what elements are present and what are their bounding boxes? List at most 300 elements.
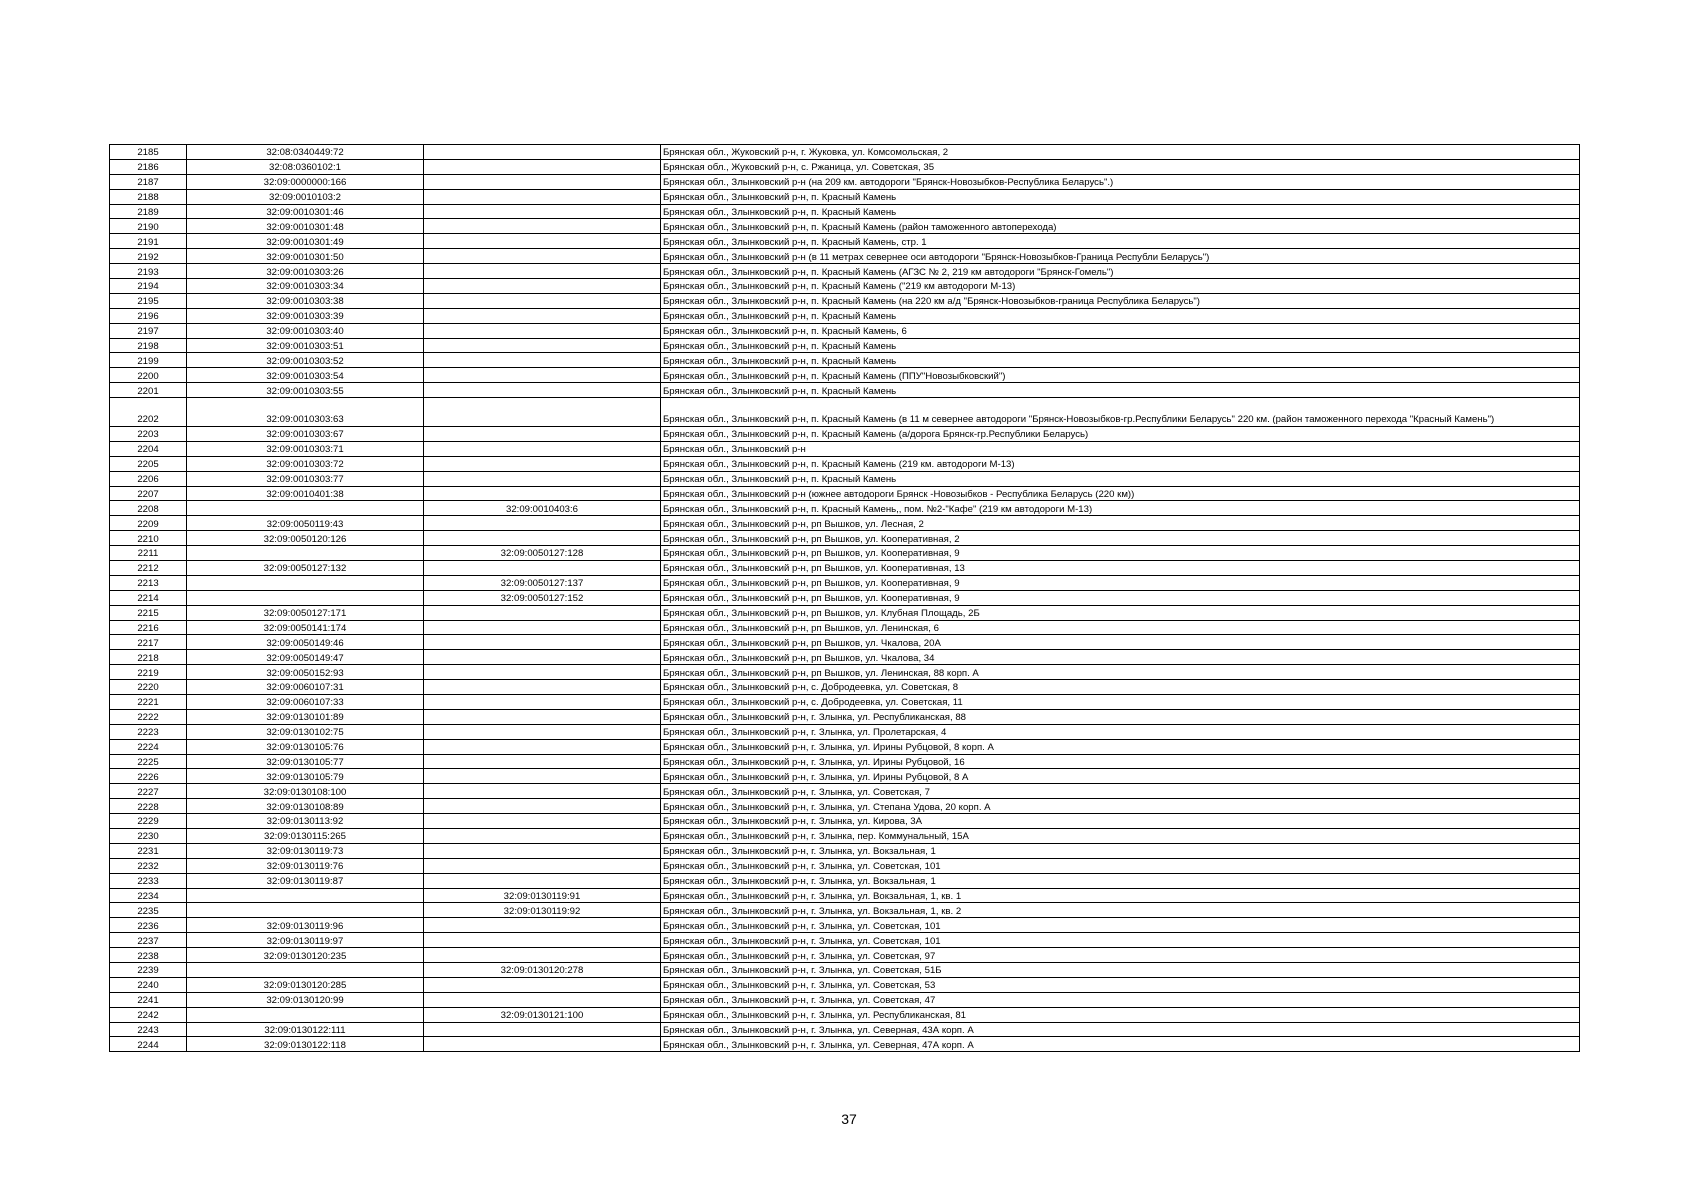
row-number-cell: 2222 [110, 709, 187, 724]
address-cell: Брянская обл., Злынковский р-н, п. Красный Камень (в 11 м севернее автодороги "Брянск-Новозыбков-гр.Республики Беларусь" 220 км. (район таможенного перехода "Красный Камень") [661, 398, 1580, 427]
cadastral-number-cell: 32:09:0010301:49 [187, 234, 424, 249]
premises-cadastral-number-cell [424, 977, 661, 992]
table-row [110, 383, 1580, 398]
address-cell: Брянская обл., Злынковский р-н, г. Злынка, ул. Советская, 97 [661, 948, 1580, 963]
premises-cadastral-number-cell [424, 620, 661, 635]
table-row [110, 754, 1580, 769]
address-cell: Брянская обл., Злынковский р-н, г. Злынка, ул. Ирины Рубцовой, 16 [661, 754, 1580, 769]
cadastral-number-cell: 32:09:0130122:118 [187, 1037, 424, 1052]
table-row [110, 1037, 1580, 1052]
address-cell: Брянская обл., Злынковский р-н, п. Красный Камень (219 км. автодороги М-13) [661, 456, 1580, 471]
table-row [110, 323, 1580, 338]
address-cell: Брянская обл., Злынковский р-н, п. Красный Камень [661, 338, 1580, 353]
address-cell: Брянская обл., Злынковский р-н (южнее автодороги Брянск -Новозыбков - Республика Беларусь (220 км)) [661, 486, 1580, 501]
premises-cadastral-number-cell [424, 933, 661, 948]
row-number-cell: 2218 [110, 650, 187, 665]
table-row [110, 575, 1580, 590]
table-row [110, 471, 1580, 486]
address-cell: Брянская обл., Злынковский р-н, п. Красный Камень, 6 [661, 323, 1580, 338]
premises-cadastral-number-cell: 32:09:0010403:6 [424, 501, 661, 516]
cadastral-number-cell: 32:09:0010303:72 [187, 456, 424, 471]
premises-cadastral-number-cell [424, 784, 661, 799]
cadastral-number-cell: 32:09:0050141:174 [187, 620, 424, 635]
row-number-cell: 2200 [110, 368, 187, 383]
cadastral-number-cell: 32:09:0130119:87 [187, 873, 424, 888]
address-cell: Брянская обл., Злынковский р-н, г. Злынка, ул. Степана Удова, 20 корп. А [661, 799, 1580, 814]
address-cell: Брянская обл., Злынковский р-н, п. Красный Камень (а/дорога Брянск-гр.Республики Беларусь) [661, 426, 1580, 441]
cadastral-number-cell: 32:08:0340449:72 [187, 145, 424, 160]
address-cell: Брянская обл., Злынковский р-н, рп Вышков, ул. Кооперативная, 9 [661, 546, 1580, 561]
premises-cadastral-number-cell [424, 531, 661, 546]
address-cell: Брянская обл., Злынковский р-н, с. Добродеевка, ул. Советская, 11 [661, 694, 1580, 709]
table-row [110, 159, 1580, 174]
cadastral-number-cell: 32:09:0130105:76 [187, 739, 424, 754]
row-number-cell: 2240 [110, 977, 187, 992]
premises-cadastral-number-cell [424, 486, 661, 501]
cadastral-number-cell: 32:09:0010303:39 [187, 308, 424, 323]
table-row [110, 858, 1580, 873]
address-cell: Брянская обл., Злынковский р-н, г. Злынка, ул. Вокзальная, 1, кв. 2 [661, 903, 1580, 918]
address-cell: Брянская обл., Злынковский р-н, п. Красный Камень (район таможенного автоперехода) [661, 219, 1580, 234]
premises-cadastral-number-cell [424, 293, 661, 308]
page-number: 37 [841, 1111, 857, 1127]
table-row [110, 590, 1580, 605]
row-number-cell: 2199 [110, 353, 187, 368]
address-cell: Брянская обл., Злынковский р-н, г. Злынка, ул. Вокзальная, 1 [661, 843, 1580, 858]
address-cell: Брянская обл., Злынковский р-н (на 209 км. автодороги "Брянск-Новозыбков-Республика Беларусь".) [661, 174, 1580, 189]
row-number-cell: 2204 [110, 441, 187, 456]
table-row [110, 620, 1580, 635]
premises-cadastral-number-cell [424, 694, 661, 709]
cadastral-number-cell: 32:09:0050127:171 [187, 605, 424, 620]
premises-cadastral-number-cell [424, 680, 661, 695]
address-cell: Брянская обл., Злынковский р-н, рп Вышков, ул. Кооперативная, 9 [661, 575, 1580, 590]
cadastral-number-cell: 32:09:0010401:38 [187, 486, 424, 501]
cadastral-number-cell: 32:09:0010303:77 [187, 471, 424, 486]
address-cell: Брянская обл., Злынковский р-н, п. Красный Камень ("219 км автодороги М-13) [661, 279, 1580, 294]
cadastral-number-cell: 32:09:0050152:93 [187, 665, 424, 680]
premises-cadastral-number-cell [424, 769, 661, 784]
premises-cadastral-number-cell [424, 174, 661, 189]
address-cell: Брянская обл., Злынковский р-н, рп Вышков, ул. Клубная Площадь, 2Б [661, 605, 1580, 620]
address-cell: Брянская обл., Злынковский р-н, п. Красный Камень,, пом. №2-"Кафе" (219 км автодороги М-13) [661, 501, 1580, 516]
address-cell: Брянская обл., Злынковский р-н, г. Злынка, ул. Ирины Рубцовой, 8 А [661, 769, 1580, 784]
row-number-cell: 2235 [110, 903, 187, 918]
address-cell: Брянская обл., Злынковский р-н, п. Красный Камень [661, 471, 1580, 486]
table-row [110, 531, 1580, 546]
table-row [110, 650, 1580, 665]
cadastral-number-cell [187, 1007, 424, 1022]
row-number-cell: 2215 [110, 605, 187, 620]
table-row [110, 605, 1580, 620]
address-cell: Брянская обл., Злынковский р-н, г. Злынка, ул. Вокзальная, 1 [661, 873, 1580, 888]
address-cell: Брянская обл., Злынковский р-н, рп Вышков, ул. Кооперативная, 2 [661, 531, 1580, 546]
address-cell: Брянская обл., Злынковский р-н, рп Вышков, ул. Лесная, 2 [661, 516, 1580, 531]
row-number-cell: 2225 [110, 754, 187, 769]
row-number-cell: 2236 [110, 918, 187, 933]
address-cell: Брянская обл., Злынковский р-н, рп Вышков, ул. Ленинская, 88 корп. А [661, 665, 1580, 680]
address-cell: Брянская обл., Жуковский р-н, г. Жуковка, ул. Комсомольская, 2 [661, 145, 1580, 160]
row-number-cell: 2191 [110, 234, 187, 249]
cadastral-number-cell [187, 575, 424, 590]
premises-cadastral-number-cell [424, 992, 661, 1007]
table-row [110, 739, 1580, 754]
address-cell: Брянская обл., Злынковский р-н, г. Злынка, ул. Кирова, 3А [661, 814, 1580, 829]
row-number-cell: 2186 [110, 159, 187, 174]
row-number-cell: 2237 [110, 933, 187, 948]
row-number-cell: 2188 [110, 189, 187, 204]
table-row [110, 680, 1580, 695]
cadastral-number-cell: 32:09:0010103:2 [187, 189, 424, 204]
cadastral-number-cell: 32:09:0130119:76 [187, 858, 424, 873]
premises-cadastral-number-cell [424, 398, 661, 427]
premises-cadastral-number-cell [424, 219, 661, 234]
row-number-cell: 2206 [110, 471, 187, 486]
cadastral-number-cell: 32:09:0010303:67 [187, 426, 424, 441]
address-cell: Брянская обл., Злынковский р-н, г. Злынка, ул. Советская, 7 [661, 784, 1580, 799]
premises-cadastral-number-cell [424, 159, 661, 174]
address-cell: Брянская обл., Злынковский р-н, п. Красный Камень (на 220 км а/д "Брянск-Новозыбков-граница Республика Беларусь") [661, 293, 1580, 308]
address-cell: Брянская обл., Злынковский р-н, п. Красный Камень [661, 308, 1580, 323]
premises-cadastral-number-cell [424, 799, 661, 814]
cadastral-number-cell: 32:09:0010301:48 [187, 219, 424, 234]
row-number-cell: 2233 [110, 873, 187, 888]
table-row [110, 501, 1580, 516]
premises-cadastral-number-cell [424, 665, 661, 680]
premises-cadastral-number-cell [424, 323, 661, 338]
row-number-cell: 2210 [110, 531, 187, 546]
premises-cadastral-number-cell [424, 204, 661, 219]
table-row [110, 219, 1580, 234]
row-number-cell: 2220 [110, 680, 187, 695]
table-row [110, 174, 1580, 189]
row-number-cell: 2241 [110, 992, 187, 1007]
address-cell: Брянская обл., Злынковский р-н, г. Злынка, ул. Советская, 101 [661, 918, 1580, 933]
address-cell: Брянская обл., Жуковский р-н, с. Ржаница, ул. Советская, 35 [661, 159, 1580, 174]
row-number-cell: 2190 [110, 219, 187, 234]
cadastral-number-cell [187, 888, 424, 903]
cadastral-number-cell: 32:09:0010301:46 [187, 204, 424, 219]
premises-cadastral-number-cell [424, 383, 661, 398]
cadastral-number-cell: 32:09:0130105:77 [187, 754, 424, 769]
premises-cadastral-number-cell [424, 650, 661, 665]
premises-cadastral-number-cell [424, 918, 661, 933]
row-number-cell: 2185 [110, 145, 187, 160]
table-row [110, 918, 1580, 933]
cadastral-number-cell: 32:09:0010303:63 [187, 398, 424, 427]
table-row [110, 486, 1580, 501]
cadastral-number-cell: 32:09:0130113:92 [187, 814, 424, 829]
premises-cadastral-number-cell [424, 426, 661, 441]
table-row [110, 828, 1580, 843]
table-row [110, 635, 1580, 650]
premises-cadastral-number-cell [424, 605, 661, 620]
cadastral-number-cell: 32:09:0010303:52 [187, 353, 424, 368]
address-cell: Брянская обл., Злынковский р-н, г. Злынка, ул. Вокзальная, 1, кв. 1 [661, 888, 1580, 903]
cadastral-number-cell: 32:09:0010303:54 [187, 368, 424, 383]
premises-cadastral-number-cell [424, 635, 661, 650]
table-row [110, 769, 1580, 784]
table-row [110, 516, 1580, 531]
cadastral-number-cell: 32:09:0130120:285 [187, 977, 424, 992]
cadastral-number-cell [187, 590, 424, 605]
premises-cadastral-number-cell [424, 189, 661, 204]
row-number-cell: 2221 [110, 694, 187, 709]
premises-cadastral-number-cell: 32:09:0130120:278 [424, 963, 661, 978]
premises-cadastral-number-cell [424, 873, 661, 888]
row-number-cell: 2192 [110, 249, 187, 264]
row-number-cell: 2207 [110, 486, 187, 501]
address-cell: Брянская обл., Злынковский р-н, г. Злынка, пер. Коммунальный, 15А [661, 828, 1580, 843]
premises-cadastral-number-cell [424, 471, 661, 486]
row-number-cell: 2238 [110, 948, 187, 963]
row-number-cell: 2208 [110, 501, 187, 516]
address-cell: Брянская обл., Злынковский р-н, г. Злынка, ул. Северная, 47А корп. А [661, 1037, 1580, 1052]
premises-cadastral-number-cell [424, 724, 661, 739]
premises-cadastral-number-cell [424, 308, 661, 323]
table-row [110, 1022, 1580, 1037]
premises-cadastral-number-cell [424, 516, 661, 531]
address-cell: Брянская обл., Злынковский р-н, г. Злынка, ул. Советская, 47 [661, 992, 1580, 1007]
cadastral-number-cell: 32:09:0010303:71 [187, 441, 424, 456]
cadastral-number-cell: 32:09:0130122:111 [187, 1022, 424, 1037]
cadastral-number-cell: 32:09:0130120:99 [187, 992, 424, 1007]
row-number-cell: 2242 [110, 1007, 187, 1022]
address-cell: Брянская обл., Злынковский р-н, рп Вышков, ул. Кооперативная, 9 [661, 590, 1580, 605]
row-number-cell: 2244 [110, 1037, 187, 1052]
table-row [110, 888, 1580, 903]
address-cell: Брянская обл., Злынковский р-н, п. Красный Камень (ППУ"Новозыбковский") [661, 368, 1580, 383]
cadastral-number-cell [187, 501, 424, 516]
premises-cadastral-number-cell [424, 353, 661, 368]
premises-cadastral-number-cell [424, 456, 661, 471]
cadastral-number-cell: 32:09:0130119:97 [187, 933, 424, 948]
premises-cadastral-number-cell [424, 1037, 661, 1052]
address-cell: Брянская обл., Злынковский р-н, п. Красный Камень [661, 383, 1580, 398]
cadastral-number-cell: 32:09:0130108:100 [187, 784, 424, 799]
cadastral-number-cell: 32:09:0130102:75 [187, 724, 424, 739]
table-row [110, 368, 1580, 383]
premises-cadastral-number-cell [424, 234, 661, 249]
table-row [110, 709, 1580, 724]
premises-cadastral-number-cell [424, 338, 661, 353]
cadastral-number-cell: 32:09:0130120:235 [187, 948, 424, 963]
registry-table-body [110, 145, 1580, 1052]
cadastral-number-cell [187, 963, 424, 978]
table-row [110, 189, 1580, 204]
row-number-cell: 2212 [110, 560, 187, 575]
premises-cadastral-number-cell [424, 279, 661, 294]
address-cell: Брянская обл., Злынковский р-н, п. Красный Камень [661, 189, 1580, 204]
table-row [110, 279, 1580, 294]
cadastral-number-cell: 32:09:0130108:89 [187, 799, 424, 814]
premises-cadastral-number-cell [424, 948, 661, 963]
cadastral-number-cell: 32:09:0010301:50 [187, 249, 424, 264]
premises-cadastral-number-cell: 32:09:0130119:92 [424, 903, 661, 918]
address-cell: Брянская обл., Злынковский р-н, п. Красный Камень, стр. 1 [661, 234, 1580, 249]
table-row [110, 293, 1580, 308]
cadastral-number-cell [187, 546, 424, 561]
row-number-cell: 2189 [110, 204, 187, 219]
table-row [110, 249, 1580, 264]
cadastral-number-cell: 32:09:0050119:43 [187, 516, 424, 531]
cadastral-number-cell: 32:09:0130101:89 [187, 709, 424, 724]
table-row [110, 204, 1580, 219]
cadastral-number-cell: 32:09:0050149:46 [187, 635, 424, 650]
cadastral-number-cell: 32:09:0130115:265 [187, 828, 424, 843]
address-cell: Брянская обл., Злынковский р-н, рп Вышков, ул. Чкалова, 34 [661, 650, 1580, 665]
premises-cadastral-number-cell [424, 264, 661, 279]
premises-cadastral-number-cell [424, 814, 661, 829]
cadastral-number-cell: 32:09:0010303:26 [187, 264, 424, 279]
row-number-cell: 2201 [110, 383, 187, 398]
table-row [110, 724, 1580, 739]
table-row [110, 873, 1580, 888]
premises-cadastral-number-cell: 32:09:0130119:91 [424, 888, 661, 903]
address-cell: Брянская обл., Злынковский р-н, п. Красный Камень [661, 204, 1580, 219]
table-row [110, 977, 1580, 992]
address-cell: Брянская обл., Злынковский р-н, п. Красный Камень (АГЗС № 2, 219 км автодороги "Брянск-Гомель") [661, 264, 1580, 279]
table-row [110, 799, 1580, 814]
premises-cadastral-number-cell [424, 709, 661, 724]
table-row [110, 948, 1580, 963]
row-number-cell: 2223 [110, 724, 187, 739]
row-number-cell: 2231 [110, 843, 187, 858]
table-row [110, 814, 1580, 829]
table-row [110, 546, 1580, 561]
cadastral-number-cell [187, 903, 424, 918]
table-row [110, 933, 1580, 948]
cadastral-number-cell: 32:09:0010303:55 [187, 383, 424, 398]
address-cell: Брянская обл., Злынковский р-н, рп Вышков, ул. Кооперативная, 13 [661, 560, 1580, 575]
address-cell: Брянская обл., Злынковский р-н, г. Злынка, ул. Советская, 101 [661, 933, 1580, 948]
table-row [110, 398, 1580, 427]
address-cell: Брянская обл., Злынковский р-н, г. Злынка, ул. Советская, 53 [661, 977, 1580, 992]
address-cell: Брянская обл., Злынковский р-н, г. Злынка, ул. Ирины Рубцовой, 8 корп. А [661, 739, 1580, 754]
cadastral-number-cell: 32:09:0000000:166 [187, 174, 424, 189]
row-number-cell: 2243 [110, 1022, 187, 1037]
cadastral-number-cell: 32:09:0010303:38 [187, 293, 424, 308]
row-number-cell: 2227 [110, 784, 187, 799]
row-number-cell: 2193 [110, 264, 187, 279]
table-row [110, 1007, 1580, 1022]
row-number-cell: 2202 [110, 398, 187, 427]
row-number-cell: 2211 [110, 546, 187, 561]
cadastral-number-cell: 32:09:0050149:47 [187, 650, 424, 665]
row-number-cell: 2198 [110, 338, 187, 353]
row-number-cell: 2197 [110, 323, 187, 338]
row-number-cell: 2217 [110, 635, 187, 650]
premises-cadastral-number-cell: 32:09:0050127:128 [424, 546, 661, 561]
table-row [110, 903, 1580, 918]
address-cell: Брянская обл., Злынковский р-н, г. Злынка, ул. Республиканская, 88 [661, 709, 1580, 724]
premises-cadastral-number-cell [424, 1022, 661, 1037]
premises-cadastral-number-cell [424, 249, 661, 264]
row-number-cell: 2239 [110, 963, 187, 978]
cadastral-number-cell: 32:09:0130105:79 [187, 769, 424, 784]
row-number-cell: 2209 [110, 516, 187, 531]
row-number-cell: 2203 [110, 426, 187, 441]
premises-cadastral-number-cell [424, 739, 661, 754]
row-number-cell: 2224 [110, 739, 187, 754]
row-number-cell: 2234 [110, 888, 187, 903]
row-number-cell: 2229 [110, 814, 187, 829]
row-number-cell: 2228 [110, 799, 187, 814]
address-cell: Брянская обл., Злынковский р-н, рп Вышков, ул. Чкалова, 20А [661, 635, 1580, 650]
table-row [110, 234, 1580, 249]
premises-cadastral-number-cell: 32:09:0130121:100 [424, 1007, 661, 1022]
premises-cadastral-number-cell [424, 828, 661, 843]
premises-cadastral-number-cell [424, 441, 661, 456]
cadastral-number-cell: 32:09:0130119:73 [187, 843, 424, 858]
premises-cadastral-number-cell [424, 145, 661, 160]
property-registry-table [109, 144, 1580, 1052]
address-cell: Брянская обл., Злынковский р-н, г. Злынка, ул. Северная, 43А корп. А [661, 1022, 1580, 1037]
table-row [110, 353, 1580, 368]
table-row [110, 843, 1580, 858]
row-number-cell: 2213 [110, 575, 187, 590]
premises-cadastral-number-cell: 32:09:0050127:152 [424, 590, 661, 605]
address-cell: Брянская обл., Злынковский р-н, п. Красный Камень [661, 353, 1580, 368]
table-row [110, 665, 1580, 680]
address-cell: Брянская обл., Злынковский р-н, с. Добродеевка, ул. Советская, 8 [661, 680, 1580, 695]
table-row [110, 264, 1580, 279]
table-row [110, 456, 1580, 471]
cadastral-number-cell: 32:08:0360102:1 [187, 159, 424, 174]
table-row [110, 992, 1580, 1007]
address-cell: Брянская обл., Злынковский р-н (в 11 метрах севернее оси автодороги "Брянск-Новозыбков-Граница Республи Беларусь") [661, 249, 1580, 264]
row-number-cell: 2194 [110, 279, 187, 294]
table-row [110, 963, 1580, 978]
row-number-cell: 2187 [110, 174, 187, 189]
cadastral-number-cell: 32:09:0050120:126 [187, 531, 424, 546]
cadastral-number-cell: 32:09:0130119:96 [187, 918, 424, 933]
address-cell: Брянская обл., Злынковский р-н, рп Вышков, ул. Ленинская, 6 [661, 620, 1580, 635]
row-number-cell: 2230 [110, 828, 187, 843]
premises-cadastral-number-cell [424, 843, 661, 858]
premises-cadastral-number-cell [424, 368, 661, 383]
cadastral-number-cell: 32:09:0050127:132 [187, 560, 424, 575]
table-row [110, 694, 1580, 709]
row-number-cell: 2219 [110, 665, 187, 680]
cadastral-number-cell: 32:09:0060107:31 [187, 680, 424, 695]
cadastral-number-cell: 32:09:0010303:34 [187, 279, 424, 294]
premises-cadastral-number-cell [424, 560, 661, 575]
premises-cadastral-number-cell: 32:09:0050127:137 [424, 575, 661, 590]
table-row [110, 426, 1580, 441]
address-cell: Брянская обл., Злынковский р-н, г. Злынка, ул. Пролетарская, 4 [661, 724, 1580, 739]
table-row [110, 338, 1580, 353]
row-number-cell: 2195 [110, 293, 187, 308]
address-cell: Брянская обл., Злынковский р-н, г. Злынка, ул. Советская, 51Б [661, 963, 1580, 978]
table-row [110, 560, 1580, 575]
cadastral-number-cell: 32:09:0010303:40 [187, 323, 424, 338]
row-number-cell: 2196 [110, 308, 187, 323]
cadastral-number-cell: 32:09:0010303:51 [187, 338, 424, 353]
cadastral-number-cell: 32:09:0060107:33 [187, 694, 424, 709]
address-cell: Брянская обл., Злынковский р-н [661, 441, 1580, 456]
row-number-cell: 2232 [110, 858, 187, 873]
row-number-cell: 2205 [110, 456, 187, 471]
address-cell: Брянская обл., Злынковский р-н, г. Злынка, ул. Республиканская, 81 [661, 1007, 1580, 1022]
table-row [110, 308, 1580, 323]
table-row [110, 441, 1580, 456]
table-row [110, 784, 1580, 799]
table-row [110, 145, 1580, 160]
row-number-cell: 2214 [110, 590, 187, 605]
row-number-cell: 2216 [110, 620, 187, 635]
premises-cadastral-number-cell [424, 858, 661, 873]
